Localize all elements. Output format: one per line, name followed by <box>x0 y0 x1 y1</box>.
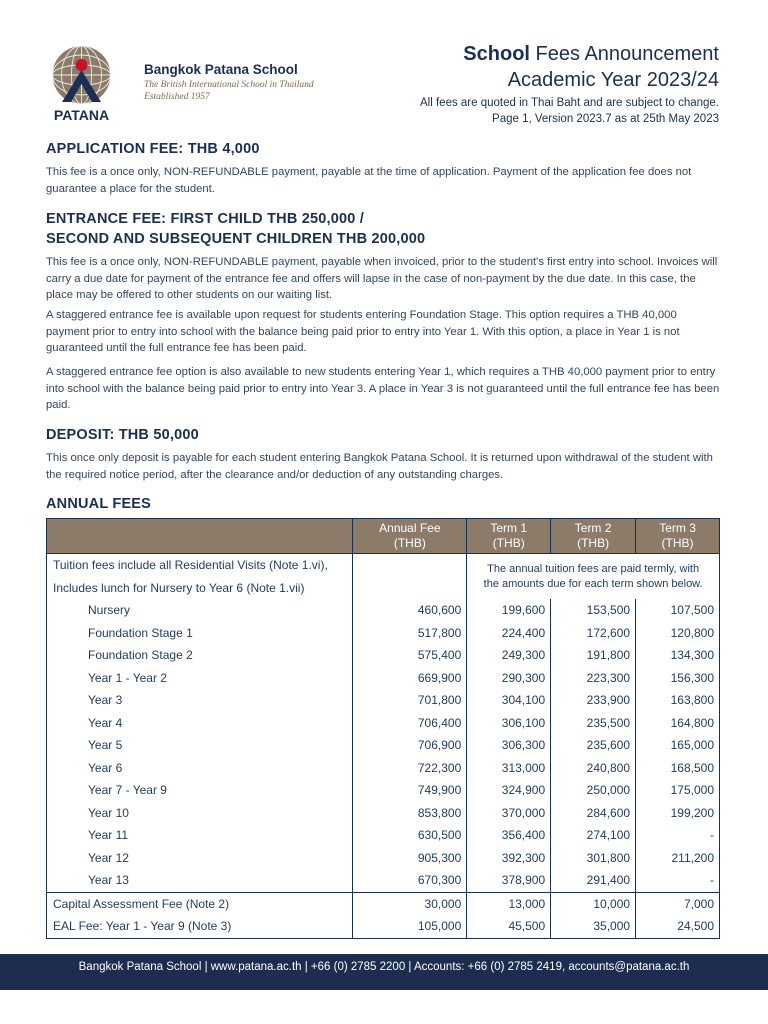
entrance-fee-heading <box>46 209 425 249</box>
fee-cell-t2: 35,000 <box>551 915 636 938</box>
table-row <box>47 915 720 938</box>
row-label: Year 7 - Year 9 <box>47 779 353 802</box>
fee-cell-t2: 240,800 <box>551 757 636 780</box>
row-label: Year 1 - Year 2 <box>47 667 353 690</box>
row-label: EAL Fee: Year 1 - Year 9 (Note 3) <box>47 915 353 938</box>
row-label: Year 5 <box>47 734 353 757</box>
fee-cell-t2: 301,800 <box>551 847 636 870</box>
fee-cell-annual: 706,900 <box>353 734 467 757</box>
entrance-para-1: This fee is a once only, NON-REFUNDABLE payment, payable when invoiced, prior to the student's first entry into school. Invoices will carry a due date for payment of the entrance fee and offers will lapse in the case of non-payment by the due date. In this case, the place may be offered to other students on our waiting list. <box>46 256 718 302</box>
table-row <box>47 712 720 735</box>
page-title <box>463 41 719 93</box>
row-label: Nursery <box>47 599 353 622</box>
fee-cell-annual: 669,900 <box>353 667 467 690</box>
fee-cell-t2: 274,100 <box>551 824 636 847</box>
header-term3-unit: (THB) <box>661 536 694 550</box>
table-row <box>47 622 720 645</box>
version-note: Page 1, Version 2023.7 as at 25th May 2023 <box>492 112 719 125</box>
table-row <box>47 757 720 780</box>
fee-cell-t1: 324,900 <box>467 779 551 802</box>
table-row <box>47 892 720 915</box>
footer-contact-text: Bangkok Patana School | www.patana.ac.th | +66 (0) 2785 2200 | Accounts: +66 (0) 2785 2419, accounts@patana.ac.th <box>78 961 690 973</box>
fee-cell-t3: 165,000 <box>636 734 720 757</box>
row-label: Foundation Stage 2 <box>47 644 353 667</box>
header-annual <box>353 519 467 554</box>
row-label: Foundation Stage 1 <box>47 622 353 645</box>
fee-cell-t1: 306,100 <box>467 712 551 735</box>
title-line1 <box>463 41 719 67</box>
table-row <box>47 667 720 690</box>
header-term2-label: Term 2 <box>574 521 612 535</box>
table-row <box>47 847 720 870</box>
fee-cell-t2: 233,900 <box>551 689 636 712</box>
patana-emblem-icon <box>44 44 119 122</box>
row-label: Year 3 <box>47 689 353 712</box>
currency-note: All fees are quoted in Thai Baht and are subject to change. <box>420 97 719 109</box>
title-bold: School <box>463 43 530 65</box>
fee-cell-t1: 356,400 <box>467 824 551 847</box>
fee-cell-t1: 13,000 <box>467 892 551 915</box>
school-logo <box>44 44 119 122</box>
fee-cell-t1: 199,600 <box>467 599 551 622</box>
fee-cell-t1: 313,000 <box>467 757 551 780</box>
header-term2 <box>551 519 636 554</box>
fee-cell-annual: 460,600 <box>353 599 467 622</box>
header-annual-label: Annual Fee <box>379 521 441 535</box>
entrance-para-3: A staggered entrance fee option is also available to new students entering Year 1, which requires a THB 40,000 payment prior to entry into school with the balance being paid prior to entry into Year 3. A place in Year 3 is not guaranteed until the full entrance fee has been paid. <box>46 366 720 412</box>
fee-cell-annual: 575,400 <box>353 644 467 667</box>
fee-cell-t2: 291,400 <box>551 869 636 892</box>
fee-cell-t3: 175,000 <box>636 779 720 802</box>
entrance-heading-line2: SECOND AND SUBSEQUENT CHILDREN THB 200,000 <box>46 231 426 247</box>
fee-cell-annual: 722,300 <box>353 757 467 780</box>
row-label: Year 4 <box>47 712 353 735</box>
title-rest: Fees Announcement <box>535 43 719 65</box>
fee-cell-t3: 211,200 <box>636 847 720 870</box>
row-label: Capital Assessment Fee (Note 2) <box>47 892 353 915</box>
header-term1-label: Term 1 <box>490 521 528 535</box>
fee-cell-t3: 7,000 <box>636 892 720 915</box>
fee-cell-t3: - <box>636 869 720 892</box>
deposit-text: This once only deposit is payable for each student entering Bangkok Patana School. It is returned upon withdrawal of the student with the required notice period, after the clearance and/or deduction of any outstanding charges. <box>46 452 713 481</box>
table-row <box>47 689 720 712</box>
table-row <box>47 599 720 622</box>
row-label: Year 6 <box>47 757 353 780</box>
fee-cell-t2: 10,000 <box>551 892 636 915</box>
fee-cell-t3: 24,500 <box>636 915 720 938</box>
fee-cell-t3: 164,800 <box>636 712 720 735</box>
fee-cell-annual: 105,000 <box>353 915 467 938</box>
established-text: Established 1957 <box>144 92 210 102</box>
school-tagline <box>144 79 314 103</box>
table-row <box>47 734 720 757</box>
table-row <box>47 644 720 667</box>
annual-fees-table <box>46 518 720 939</box>
intro-blank-2 <box>353 577 467 600</box>
table-row <box>47 779 720 802</box>
fee-cell-t1: 45,500 <box>467 915 551 938</box>
fee-cell-t3: 107,500 <box>636 599 720 622</box>
fee-table-body <box>47 554 720 939</box>
header-note <box>420 96 719 127</box>
intro-text-1: Tuition fees include all Residential Visits (Note 1.vi), <box>47 554 353 577</box>
fee-cell-annual: 670,300 <box>353 869 467 892</box>
table-row <box>47 824 720 847</box>
header-term3-label: Term 3 <box>659 521 696 535</box>
application-fee-heading: APPLICATION FEE: THB 4,000 <box>46 141 260 157</box>
fee-cell-t3: - <box>636 824 720 847</box>
table-row <box>47 869 720 892</box>
deposit-heading: DEPOSIT: THB 50,000 <box>46 427 199 443</box>
title-line2: Academic Year 2023/24 <box>507 69 719 91</box>
fee-cell-t2: 223,300 <box>551 667 636 690</box>
fee-cell-t2: 153,500 <box>551 599 636 622</box>
fee-cell-t3: 163,800 <box>636 689 720 712</box>
fee-cell-t1: 224,400 <box>467 622 551 645</box>
fee-cell-t2: 235,600 <box>551 734 636 757</box>
fee-cell-t1: 304,100 <box>467 689 551 712</box>
row-label: Year 11 <box>47 824 353 847</box>
fee-cell-annual: 30,000 <box>353 892 467 915</box>
fee-cell-t1: 378,900 <box>467 869 551 892</box>
fee-cell-t2: 284,600 <box>551 802 636 825</box>
fee-cell-t2: 172,600 <box>551 622 636 645</box>
fee-cell-t1: 370,000 <box>467 802 551 825</box>
row-label: Year 13 <box>47 869 353 892</box>
row-label: Year 12 <box>47 847 353 870</box>
entrance-para-2: A staggered entrance fee is available upon request for students entering Foundation Stage. This option requires a THB 40,000 payment prior to entry into school with the balance being paid prior to entry into Year 1. With this option, a place in Year 1 is not guaranteed until the full entrance fee has been paid. <box>46 309 680 355</box>
header-term1-unit: (THB) <box>492 536 525 550</box>
fee-cell-annual: 853,800 <box>353 802 467 825</box>
fee-cell-t2: 191,800 <box>551 644 636 667</box>
intro-blank <box>353 554 467 577</box>
tagline-text: The British International School in Thailand <box>144 80 314 90</box>
fee-cell-t1: 306,300 <box>467 734 551 757</box>
header-blank <box>47 519 353 554</box>
term-note-line1: The annual tuition fees are paid termly, with <box>487 562 700 575</box>
annual-fees-heading: ANNUAL FEES <box>46 496 152 512</box>
fee-cell-annual: 706,400 <box>353 712 467 735</box>
intro-row-1 <box>47 554 720 577</box>
fee-cell-t3: 168,500 <box>636 757 720 780</box>
fee-cell-t3: 134,300 <box>636 644 720 667</box>
entrance-heading-line1: ENTRANCE FEE: FIRST CHILD THB 250,000 / <box>46 211 364 227</box>
intro-text-2: Includes lunch for Nursery to Year 6 (Note 1.vii) <box>47 577 353 600</box>
term-payment-note <box>467 554 720 600</box>
term-note-line2: the amounts due for each term shown below. <box>483 577 703 590</box>
table-header-row <box>47 519 720 554</box>
fee-cell-annual: 749,900 <box>353 779 467 802</box>
header-annual-unit: (THB) <box>393 536 426 550</box>
footer-bar <box>0 954 768 990</box>
fee-cell-t2: 235,500 <box>551 712 636 735</box>
fee-cell-t1: 249,300 <box>467 644 551 667</box>
row-label: Year 10 <box>47 802 353 825</box>
fee-cell-t2: 250,000 <box>551 779 636 802</box>
fee-cell-annual: 517,800 <box>353 622 467 645</box>
fee-cell-t3: 156,300 <box>636 667 720 690</box>
header-term1 <box>467 519 551 554</box>
fee-cell-t1: 290,300 <box>467 667 551 690</box>
fee-cell-t3: 199,200 <box>636 802 720 825</box>
logo-wordmark: PATANA <box>53 107 110 122</box>
fee-cell-t1: 392,300 <box>467 847 551 870</box>
header-term2-unit: (THB) <box>577 536 610 550</box>
application-fee-text: This fee is a once only, NON-REFUNDABLE payment, payable at the time of application. Payment of the application fee does not guarantee a place for the student. <box>46 166 692 195</box>
header-term3 <box>636 519 720 554</box>
fee-cell-t3: 120,800 <box>636 622 720 645</box>
school-name: Bangkok Patana School <box>144 62 298 77</box>
table-row <box>47 802 720 825</box>
fee-cell-annual: 630,500 <box>353 824 467 847</box>
fee-cell-annual: 905,300 <box>353 847 467 870</box>
fee-cell-annual: 701,800 <box>353 689 467 712</box>
